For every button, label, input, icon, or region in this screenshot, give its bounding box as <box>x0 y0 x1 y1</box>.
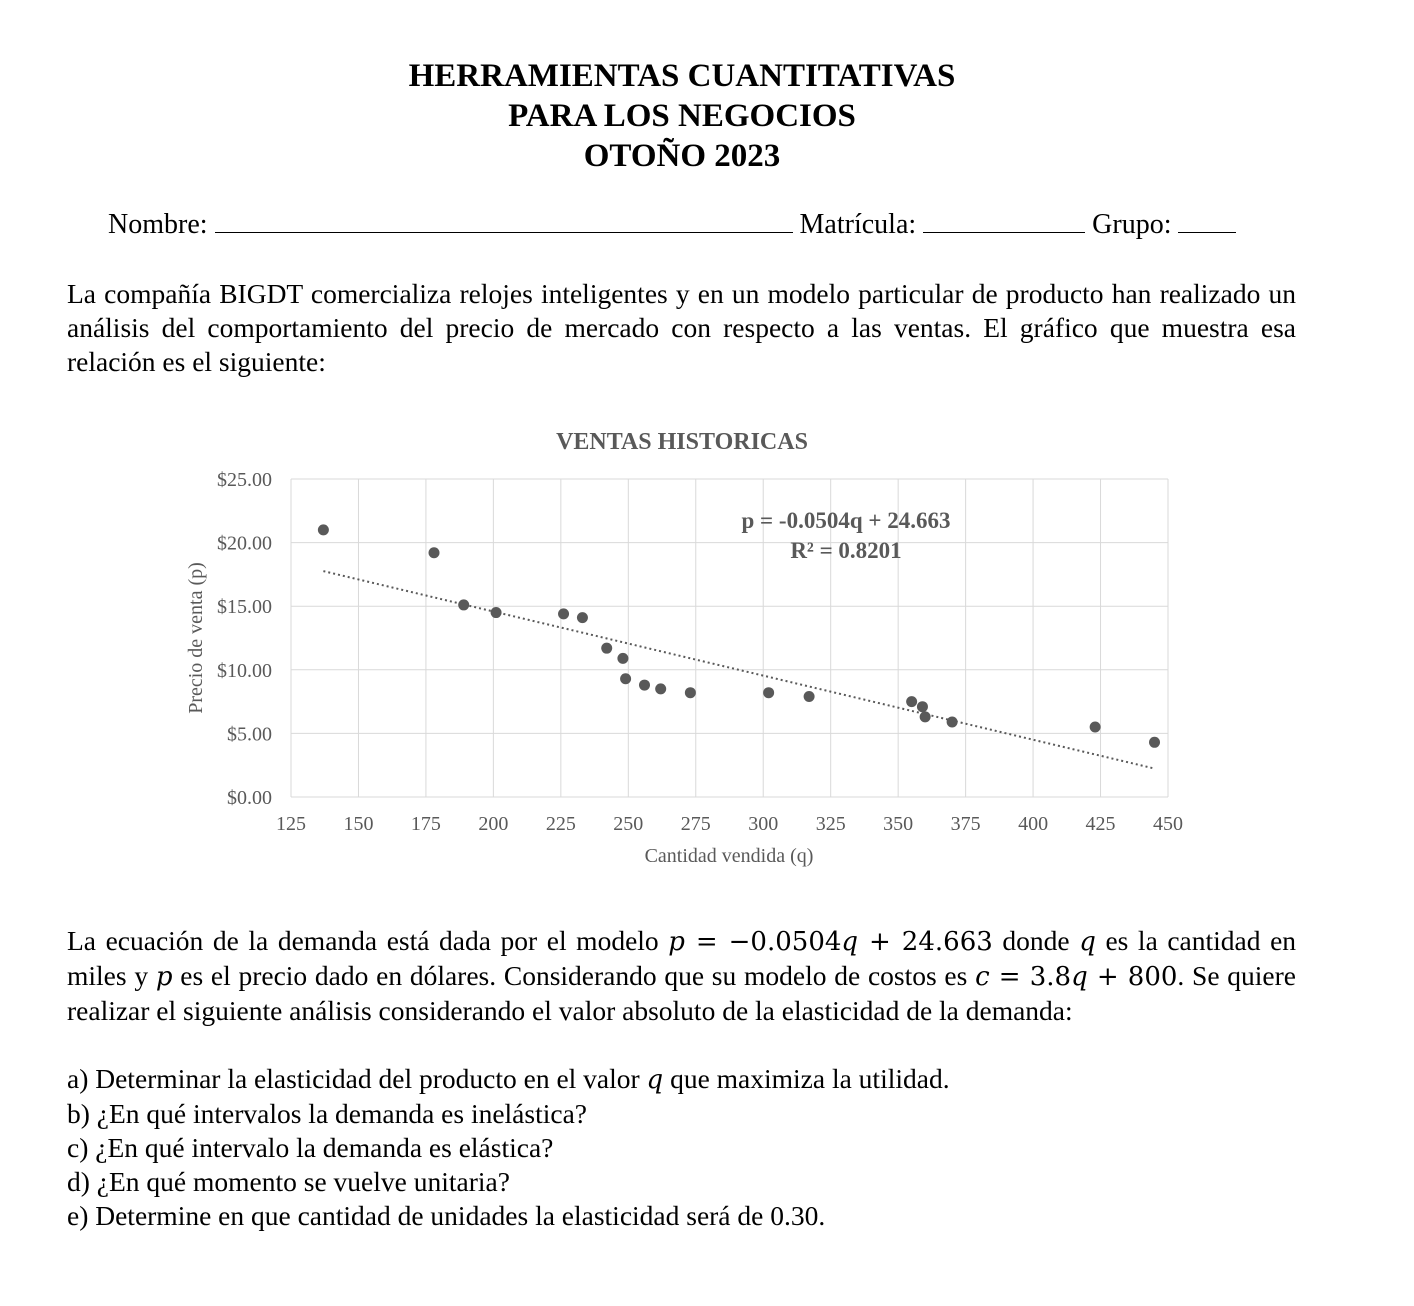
question-a: a) Determinar la elasticidad del producto en el valor q que maximiza la utilidad. <box>67 1063 950 1095</box>
data-point <box>458 599 469 610</box>
data-point <box>804 691 815 702</box>
cost-equation: c = 3.8q + 800 <box>975 962 1178 992</box>
question-e: e) Determine en que cantidad de unidades la elasticidad será de 0.30. <box>67 1200 826 1231</box>
data-point <box>763 687 774 698</box>
y-axis-label: Precio de venta (p) <box>185 562 207 714</box>
data-point <box>577 612 588 623</box>
data-point <box>947 716 958 727</box>
x-tick-label: 375 <box>950 813 981 835</box>
y-axis-ticks <box>217 469 272 809</box>
matricula-label: Matrícula: <box>799 209 917 240</box>
r-squared: R² = 0.8201 <box>790 538 902 563</box>
data-point <box>655 683 666 694</box>
chart-grid <box>291 479 1168 797</box>
y-tick-label: $0.00 <box>227 787 272 809</box>
data-point <box>1090 722 1101 733</box>
matricula-field[interactable] <box>923 206 1085 233</box>
question-b: b) ¿En qué intervalos la demanda es inelástica? <box>67 1098 587 1129</box>
x-tick-label: 425 <box>1085 813 1116 835</box>
y-tick-label: $20.00 <box>217 532 272 555</box>
x-tick-label: 250 <box>613 813 644 835</box>
student-info-row <box>108 206 1236 241</box>
x-axis-ticks <box>276 813 1183 835</box>
y-tick-label: $15.00 <box>217 596 272 619</box>
data-point <box>639 680 650 691</box>
x-tick-label: 175 <box>410 813 441 835</box>
data-point <box>920 711 931 722</box>
nombre-field[interactable] <box>215 206 793 233</box>
questions-list <box>67 1062 950 1233</box>
x-tick-label: 225 <box>545 813 576 835</box>
x-tick-label: 350 <box>883 813 914 835</box>
grupo-label: Grupo: <box>1092 209 1172 240</box>
data-point <box>318 524 329 535</box>
sales-scatter-chart <box>0 410 1414 880</box>
x-tick-label: 400 <box>1018 813 1049 835</box>
x-tick-label: 325 <box>815 813 846 835</box>
trend-equation: p = -0.0504q + 24.663 <box>741 508 951 533</box>
chart-title: VENTAS HISTORICAS <box>556 429 808 455</box>
demand-equation: p = −0.0504q + 24.663 <box>668 927 993 957</box>
data-point <box>917 701 928 712</box>
data-point <box>620 673 631 684</box>
intro-paragraph: La compañía BIGDT comercializa relojes inteligentes y en un modelo particular de producto han realizado un análisis del comportamiento del precio de mercado con respecto a las ventas. El gráfico que muestra esa relación es el siguiente: <box>67 278 1296 377</box>
question-d: d) ¿En qué momento se vuelve unitaria? <box>67 1166 510 1197</box>
data-point <box>491 607 502 618</box>
header-line-1: HERRAMIENTAS CUANTITATIVAS <box>408 58 956 94</box>
x-axis-label: Cantidad vendida (q) <box>644 845 814 867</box>
grupo-field[interactable] <box>1178 206 1236 233</box>
header-line-2: PARA LOS NEGOCIOS <box>508 98 856 134</box>
data-point <box>617 653 628 664</box>
x-tick-label: 150 <box>343 813 374 835</box>
data-point <box>558 608 569 619</box>
data-point <box>601 643 612 654</box>
question-c: c) ¿En qué intervalo la demanda es elástica? <box>67 1132 554 1163</box>
y-tick-label: $10.00 <box>217 659 272 682</box>
y-tick-label: $25.00 <box>217 469 272 491</box>
y-tick-label: $5.00 <box>227 723 272 746</box>
header-line-3: OTOÑO 2023 <box>583 138 781 174</box>
demand-paragraph: La ecuación de la demanda está dada por el modelo p = −0.0504q + 24.663 donde q es la cantidad en miles y p es el precio dado en dólares. Considerando que su modelo de costos es c = 3.8q + 800. Se quiere realizar el siguiente análisis considerando el valor absoluto de la elasticidad de la demanda: <box>67 925 1297 1026</box>
data-point <box>1149 737 1160 748</box>
data-point <box>685 687 696 698</box>
x-tick-label: 300 <box>748 813 779 835</box>
data-points <box>318 524 1160 747</box>
x-tick-label: 200 <box>478 813 509 835</box>
x-tick-label: 450 <box>1153 813 1183 835</box>
x-tick-label: 275 <box>680 813 711 835</box>
nombre-label: Nombre: <box>108 209 208 240</box>
x-tick-label: 125 <box>276 813 306 835</box>
data-point <box>429 547 440 558</box>
data-point <box>906 696 917 707</box>
